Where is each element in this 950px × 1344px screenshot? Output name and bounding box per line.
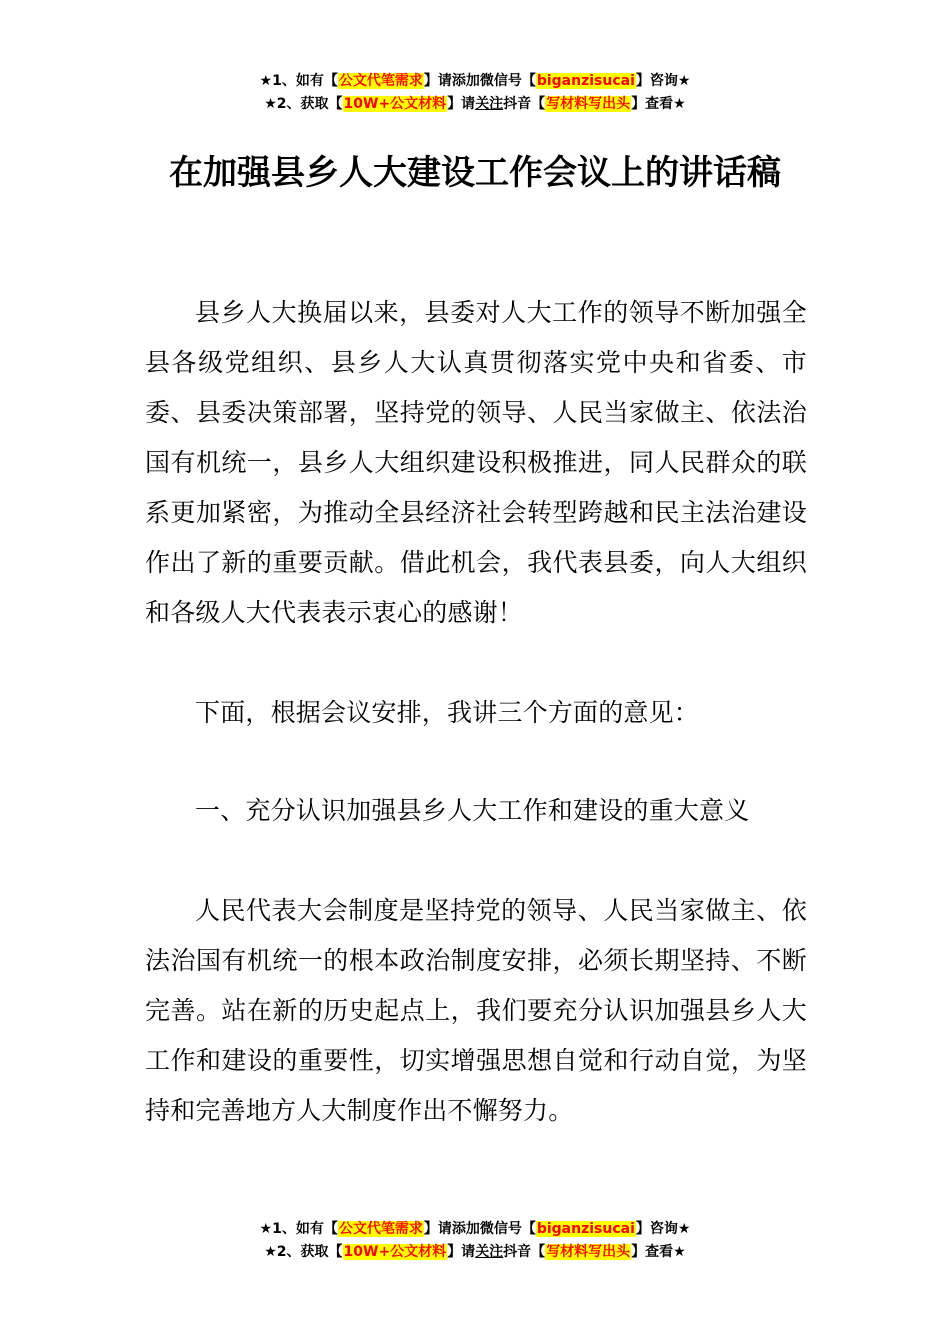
promo-text: ★1、如有【 [259, 1221, 338, 1237]
promo-highlight: 10W+公文材料 [343, 96, 447, 112]
promo-underlined: 关注 [475, 96, 504, 112]
promo-text: ★2、获取【 [264, 96, 343, 112]
promo-banner-bottom [0, 1218, 950, 1264]
body-paragraph: 下面，根据会议安排，我讲三个方面的意见： [195, 698, 700, 727]
section-heading: 一、充分认识加强县乡人大工作和建设的重大意义 [195, 796, 750, 825]
promo-highlight: 公文代笔需求 [338, 1221, 423, 1237]
promo-banner-top [0, 70, 950, 116]
promo-text: 抖音【 [503, 1244, 546, 1260]
promo-highlight: 10W+公文材料 [343, 1244, 447, 1260]
promo-line-2 [0, 93, 950, 116]
promo-text: ★1、如有【 [259, 73, 338, 89]
promo-text: 】请 [447, 1244, 476, 1260]
body-paragraph-block [145, 688, 807, 738]
promo-text: 】请 [447, 96, 476, 112]
promo-text: 】查看★ [631, 96, 686, 112]
douyin-id-highlight: 写材料写出头 [546, 1244, 631, 1260]
promo-text: 】查看★ [631, 1244, 686, 1260]
body-paragraph-block [145, 288, 807, 638]
promo-line-1 [0, 1218, 950, 1241]
promo-highlight: 公文代笔需求 [338, 73, 423, 89]
body-paragraph: 人民代表大会制度是坚持党的领导、人民当家做主、依法治国有机统一的根本政治制度安排，必须长期坚持、不断完善。站在新的历史起点上，我们要充分认识加强县乡人大工作和建设的重要性，切实增强思想自觉和行动自觉，为坚持和完善地方人大制度作出不懈努力。 [145, 896, 807, 1125]
promo-line-2 [0, 1241, 950, 1264]
promo-text: 抖音【 [503, 96, 546, 112]
document-title: 在加强县乡人大建设工作会议上的讲话稿 [169, 153, 781, 193]
body-paragraph: 县乡人大换届以来，县委对人大工作的领导不断加强全县各级党组织、县乡人大认真贯彻落实党中央和省委、市委、县委决策部署，坚持党的领导、人民当家做主、依法治国有机统一，县乡人大组织建设积极推进，同人民群众的联系更加紧密，为推动全县经济社会转型跨越和民主法治建设作出了新的重要贡献。借此机会，我代表县委，向人大组织和各级人大代表表示衷心的感谢！ [145, 298, 807, 627]
promo-text: 】咨询★ [635, 73, 691, 89]
body-paragraph-block [145, 886, 807, 1136]
promo-underlined: 关注 [475, 1244, 504, 1260]
promo-text: ★2、获取【 [264, 1244, 343, 1260]
promo-text: 】咨询★ [635, 1221, 691, 1237]
promo-text: 】请添加微信号【 [423, 73, 536, 89]
promo-text: 】请添加微信号【 [423, 1221, 536, 1237]
promo-line-1 [0, 70, 950, 93]
section-heading-block [145, 786, 807, 836]
wechat-id-highlight: biganzisucai [536, 73, 635, 89]
douyin-id-highlight: 写材料写出头 [546, 96, 631, 112]
wechat-id-highlight: biganzisucai [536, 1221, 635, 1237]
